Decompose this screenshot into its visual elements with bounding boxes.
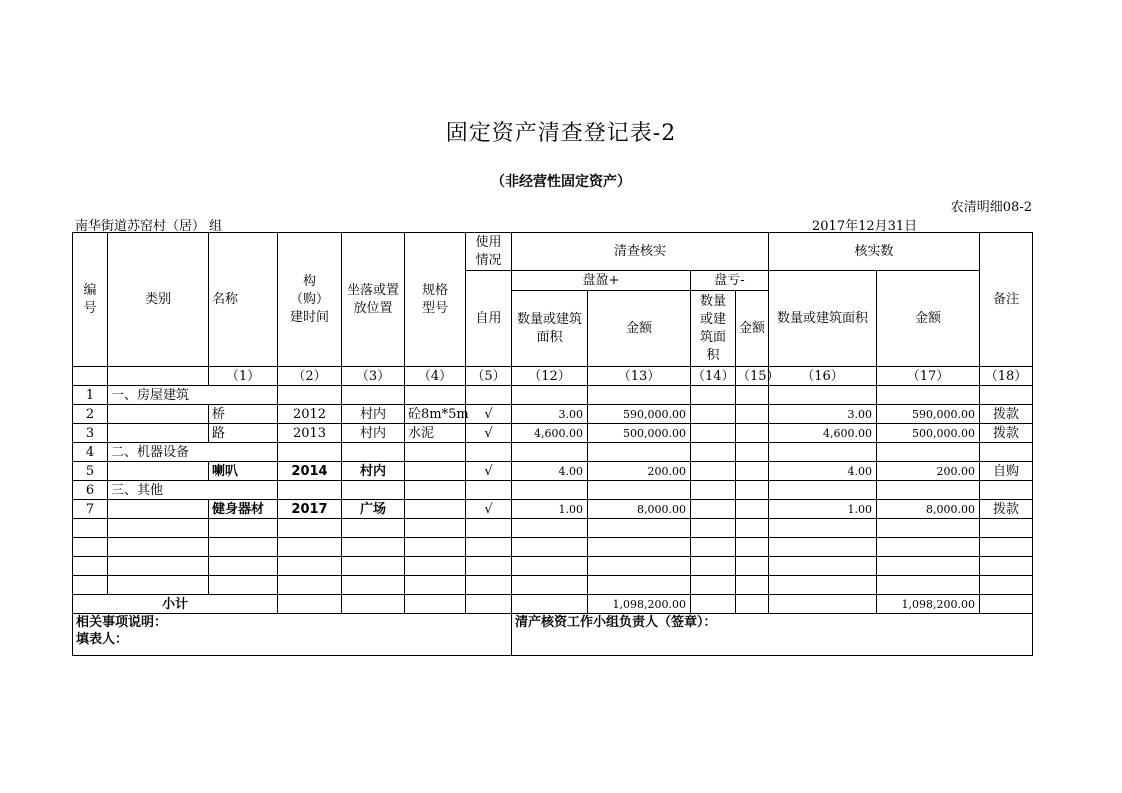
row-build-time [278,481,342,500]
row-spec [405,443,466,462]
empty-cell [466,595,512,614]
empty-cell [73,576,108,595]
row-spec: 砼8m*5m [405,405,466,424]
row-loss-amount [736,424,769,443]
empty-cell [769,519,877,538]
column-number: （3） [342,367,405,386]
row-surplus-amount [588,481,691,500]
empty-cell [736,557,769,576]
empty-cell [691,538,736,557]
row-verified-qty [769,386,877,405]
row-loss-amount [736,481,769,500]
row-loss-qty [691,481,736,500]
empty-cell [877,538,980,557]
page-subtitle: （非经营性固定资产） [491,174,631,190]
row-no: 1 [73,386,108,405]
row-spec [405,462,466,481]
row-loss-qty [691,500,736,519]
row-loss-amount [736,462,769,481]
empty-cell [588,538,691,557]
empty-cell [512,519,588,538]
empty-cell [405,519,466,538]
column-number: （16） [769,367,877,386]
empty-cell [691,557,736,576]
row-name [209,443,278,462]
empty-cell [209,576,278,595]
row-remark: 拨款 [980,500,1033,519]
empty-cell [278,557,342,576]
row-verified-qty: 1.00 [769,500,877,519]
empty-cell [278,576,342,595]
empty-cell [980,557,1033,576]
row-remark: 自购 [980,462,1033,481]
header-surplus-amount: 金额 [588,291,691,367]
empty-cell [736,519,769,538]
empty-cell [877,557,980,576]
subtotal-verified-amount: 1,098,200.00 [877,595,980,614]
header-build-time: 构（购）建时间 [278,233,342,367]
empty-cell [342,576,405,595]
row-verified-amount: 590,000.00 [877,405,980,424]
row-build-time: 2017 [278,500,342,519]
empty-cell [405,538,466,557]
row-loss-qty [691,462,736,481]
row-no: 5 [73,462,108,481]
row-no: 6 [73,481,108,500]
row-spec [405,481,466,500]
header-audit: 清查核实 [512,233,769,271]
table-row [73,424,1033,443]
row-surplus-qty: 3.00 [512,405,588,424]
empty-row [73,557,1033,576]
empty-cell [466,576,512,595]
header-verified-amount: 金额 [877,271,980,367]
row-loss-amount [736,443,769,462]
empty-cell [342,519,405,538]
row-category: 二、机器设备 [108,443,209,462]
row-location [342,386,405,405]
header-verified-qty: 数量或建筑面积 [769,271,877,367]
header-self-use: 自用 [466,271,512,367]
empty-cell [108,576,209,595]
column-number: （18） [980,367,1033,386]
row-spec [405,386,466,405]
row-surplus-qty [512,481,588,500]
row-name: 健身器材 [209,500,278,519]
row-name: 喇叭 [209,462,278,481]
column-number: （13） [588,367,691,386]
row-self-use: √ [466,405,512,424]
register-table [72,232,1033,656]
header-location: 坐落或置放位置 [342,233,405,367]
column-number: （4） [405,367,466,386]
row-location [342,443,405,462]
table-row [73,443,1033,462]
empty-cell [769,538,877,557]
row-verified-amount: 500,000.00 [877,424,980,443]
empty-cell [278,538,342,557]
subtotal-surplus-amount: 1,098,200.00 [588,595,691,614]
filler-label: 填表人： [76,632,129,647]
empty-cell [588,557,691,576]
header-category: 类别 [108,233,209,367]
row-loss-amount [736,386,769,405]
row-location: 村内 [342,405,405,424]
empty-cell [512,538,588,557]
row-name: 路 [209,424,278,443]
empty-cell [769,557,877,576]
footer-notes [73,614,512,656]
row-remark: 拨款 [980,405,1033,424]
empty-cell [980,538,1033,557]
row-build-time [278,386,342,405]
row-location [342,481,405,500]
row-surplus-amount [588,443,691,462]
row-category [108,500,209,519]
unit-label: 南华街道苏窑村（居） 组 [75,219,223,234]
row-build-time: 2012 [278,405,342,424]
subtotal-row [73,595,1033,614]
empty-cell [209,519,278,538]
column-number: （17） [877,367,980,386]
row-loss-amount [736,405,769,424]
empty-cell [588,576,691,595]
header-name: 名称 [209,233,278,367]
row-surplus-qty [512,443,588,462]
row-surplus-amount: 500,000.00 [588,424,691,443]
row-verified-amount: 8,000.00 [877,500,980,519]
empty-cell [691,519,736,538]
row-loss-amount [736,500,769,519]
page-title: 固定资产清查登记表-2 [445,121,677,146]
row-remark [980,386,1033,405]
empty-cell [73,519,108,538]
column-number: （2） [278,367,342,386]
table-row [73,405,1033,424]
header-spec: 规格型号 [405,233,466,367]
row-category [108,462,209,481]
column-number: （12） [512,367,588,386]
column-number: （5） [466,367,512,386]
row-remark: 拨款 [980,424,1033,443]
empty-cell [342,538,405,557]
header-surplus-qty: 数量或建筑面积 [512,291,588,367]
row-no: 7 [73,500,108,519]
column-number: （1） [209,367,278,386]
header-loss-qty: 数量或建筑面积 [691,291,736,367]
empty-cell [736,595,769,614]
empty-row [73,538,1033,557]
row-no: 3 [73,424,108,443]
empty-cell [73,538,108,557]
table-row [73,462,1033,481]
empty-cell [769,576,877,595]
table-row [73,500,1033,519]
row-no: 2 [73,405,108,424]
empty-cell [278,595,342,614]
empty-cell [691,576,736,595]
row-spec [405,500,466,519]
notes-label: 相关事项说明： [76,615,168,630]
column-number: （14） [692,368,735,384]
empty-cell [108,538,209,557]
empty-cell [736,576,769,595]
row-category: 三、其他 [108,481,209,500]
empty-cell [980,576,1033,595]
row-surplus-qty: 4.00 [512,462,588,481]
empty-cell [405,557,466,576]
row-remark [980,443,1033,462]
column-number: （15） [737,368,780,384]
row-build-time: 2014 [278,462,342,481]
table-row [73,481,1033,500]
row-name [209,481,278,500]
subtotal-label: 小计 [73,595,278,614]
table-row [73,386,1033,405]
report-date: 2017年12月31日 [812,219,918,234]
row-spec: 水泥 [405,424,466,443]
row-verified-qty: 4,600.00 [769,424,877,443]
empty-cell [691,595,736,614]
row-surplus-qty: 4,600.00 [512,424,588,443]
empty-cell [980,595,1033,614]
empty-cell [466,557,512,576]
row-surplus-amount: 200.00 [588,462,691,481]
empty-cell [405,595,466,614]
empty-cell [588,519,691,538]
empty-cell [512,595,588,614]
row-surplus-amount [588,386,691,405]
empty-cell [73,557,108,576]
empty-cell [342,595,405,614]
signer-label: 清产核资工作小组负责人（签章）： [515,615,717,630]
row-loss-qty [691,405,736,424]
empty-row [73,519,1033,538]
row-self-use [466,443,512,462]
row-verified-amount [877,443,980,462]
header-surplus: 盘盈+ [512,271,691,291]
row-self-use [466,481,512,500]
footer-row [73,614,1033,656]
header-usage: 使用情况 [466,233,512,271]
row-no: 4 [73,443,108,462]
row-location: 广场 [342,500,405,519]
row-verified-amount: 200.00 [877,462,980,481]
header-loss: 盘亏- [691,271,769,291]
empty-cell [769,595,877,614]
empty-cell [278,519,342,538]
row-self-use: √ [466,424,512,443]
row-surplus-amount: 8,000.00 [588,500,691,519]
row-category: 一、房屋建筑 [108,386,209,405]
row-location: 村内 [342,462,405,481]
row-loss-qty [691,386,736,405]
empty-cell [108,519,209,538]
empty-cell [512,557,588,576]
row-self-use [466,386,512,405]
empty-cell [466,519,512,538]
row-self-use: √ [466,462,512,481]
row-surplus-qty [512,386,588,405]
row-category [108,424,209,443]
row-verified-qty [769,481,877,500]
row-verified-qty: 3.00 [769,405,877,424]
header-remark: 备注 [980,233,1033,367]
empty-row [73,576,1033,595]
empty-cell [877,576,980,595]
empty-cell [209,538,278,557]
footer-signer [512,614,1033,656]
empty-cell [512,576,588,595]
empty-cell [980,519,1033,538]
row-name [209,386,278,405]
row-self-use: √ [466,500,512,519]
row-verified-qty: 4.00 [769,462,877,481]
row-verified-amount [877,386,980,405]
empty-cell [877,519,980,538]
row-build-time: 2013 [278,424,342,443]
row-name: 桥 [209,405,278,424]
column-number-row [73,367,1033,386]
empty-cell [405,576,466,595]
row-location: 村内 [342,424,405,443]
row-verified-amount [877,481,980,500]
empty-cell [209,557,278,576]
row-loss-qty [691,443,736,462]
row-verified-qty [769,443,877,462]
row-category [108,405,209,424]
form-code: 农清明细08-2 [950,200,1032,215]
header-loss-amount: 金额 [736,291,769,367]
empty-cell [736,538,769,557]
row-build-time [278,443,342,462]
row-surplus-amount: 590,000.00 [588,405,691,424]
empty-cell [108,557,209,576]
row-remark [980,481,1033,500]
header-no: 编号 [73,233,108,367]
row-surplus-qty: 1.00 [512,500,588,519]
row-loss-qty [691,424,736,443]
empty-cell [342,557,405,576]
empty-cell [466,538,512,557]
header-verified: 核实数 [769,233,980,271]
